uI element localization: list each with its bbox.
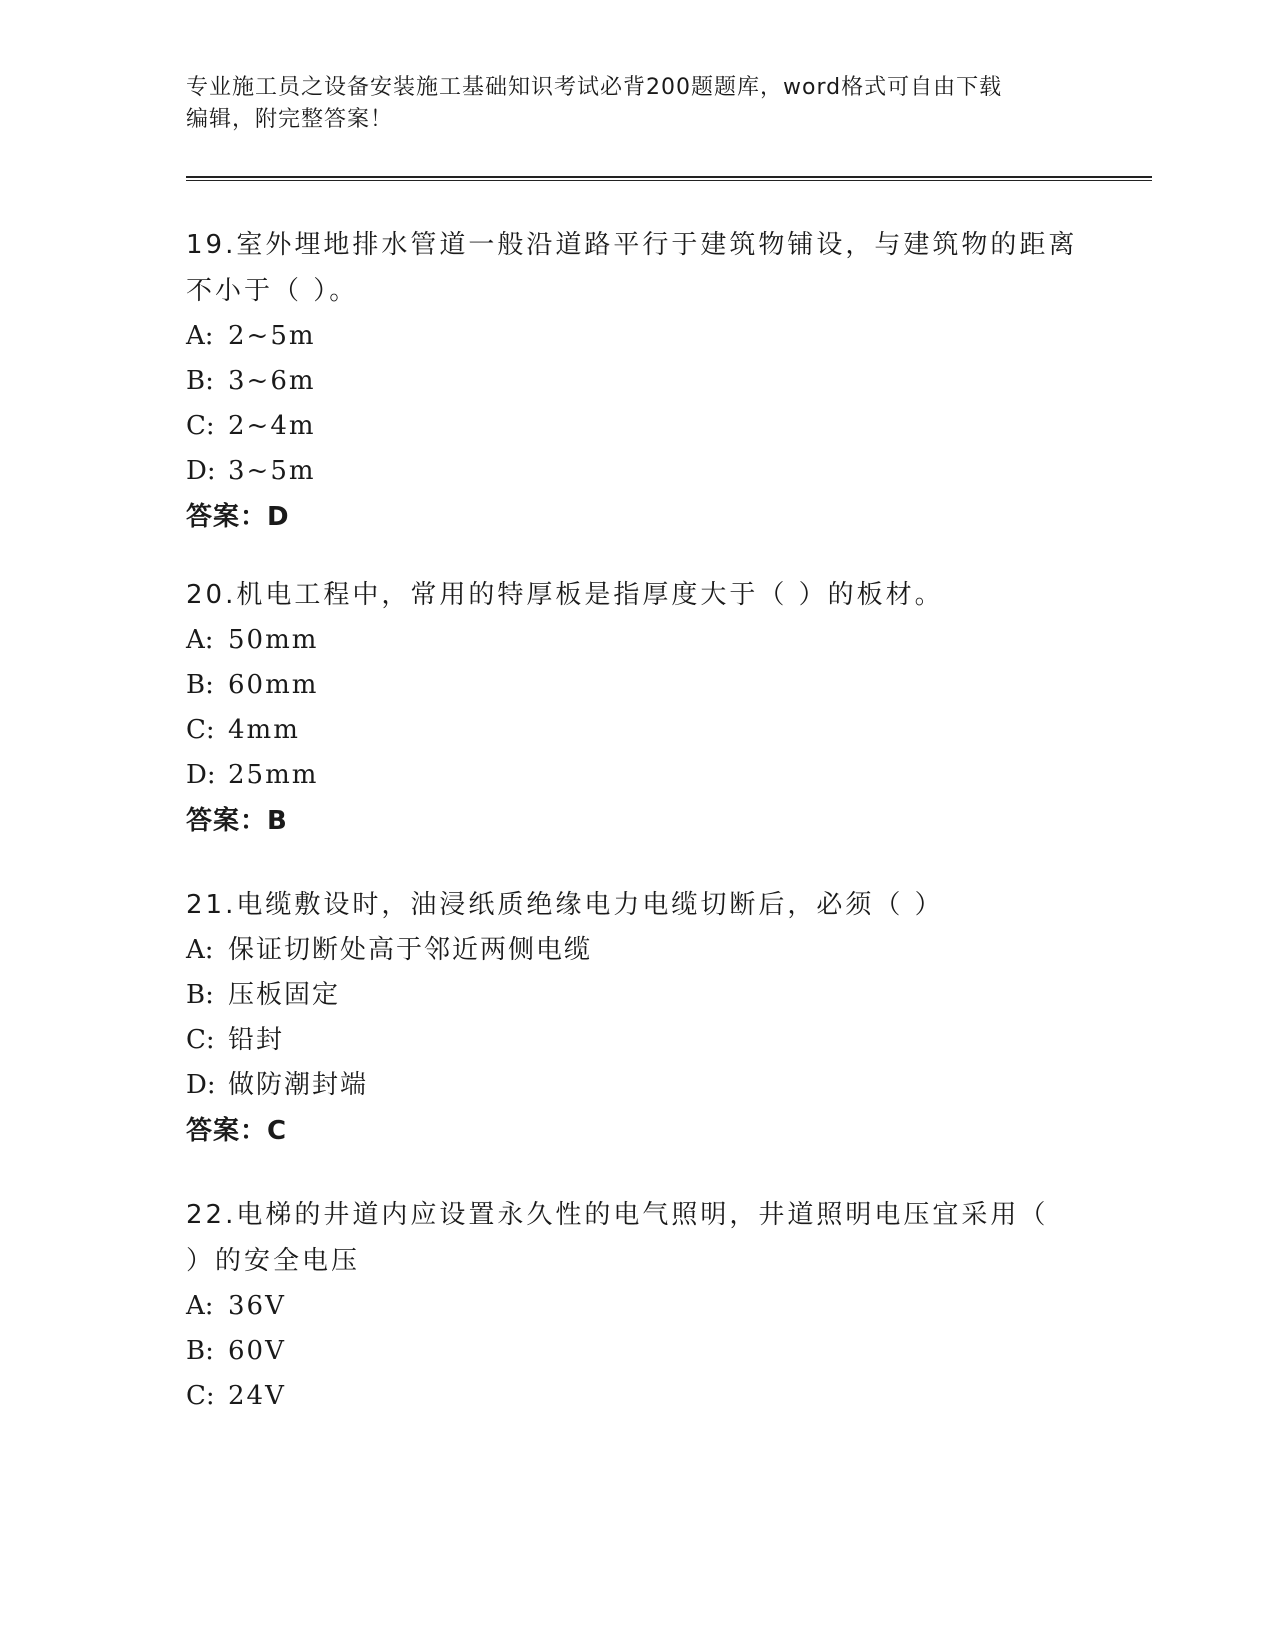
option-d xyxy=(186,753,1086,798)
option-text: 做防潮封端 xyxy=(228,1070,369,1100)
option-b xyxy=(186,359,1086,404)
option-a xyxy=(186,314,1086,359)
question-stem: 21.电缆敷设时，油浸纸质绝缘电力电缆切断后，必须（ ） xyxy=(186,890,944,920)
option-text: 3~6m xyxy=(228,366,316,396)
header-divider xyxy=(186,176,1152,181)
option-text: 24V xyxy=(228,1381,286,1411)
question-22 xyxy=(186,1192,1086,1419)
question-stem-continued: ）的安全电压 xyxy=(186,1246,361,1276)
option-key: C: xyxy=(186,411,215,441)
option-key: C: xyxy=(186,1381,215,1411)
option-d xyxy=(186,449,1086,494)
option-text: 3~5m xyxy=(228,456,316,486)
option-key: B: xyxy=(186,1336,214,1366)
header-line-2: 编辑，附完整答案！ xyxy=(186,107,394,132)
option-key: B: xyxy=(186,670,214,700)
option-text: 铅封 xyxy=(228,1025,285,1055)
option-c xyxy=(186,1018,1086,1063)
question-20 xyxy=(186,572,1086,844)
option-a xyxy=(186,618,1086,663)
question-21 xyxy=(186,882,1086,1154)
question-stem: 19.室外埋地排水管道一般沿道路平行于建筑物铺设，与建筑物的距离 xyxy=(186,230,1078,260)
option-key: D: xyxy=(186,1070,216,1100)
option-text: 25mm xyxy=(228,760,319,790)
option-d xyxy=(186,1063,1086,1108)
answer: 答案：C xyxy=(186,1116,288,1146)
option-c xyxy=(186,404,1086,449)
option-a xyxy=(186,1284,1086,1329)
question-stem: 20.机电工程中，常用的特厚板是指厚度大于（ ）的板材。 xyxy=(186,580,944,610)
option-key: D: xyxy=(186,760,216,790)
option-c xyxy=(186,708,1086,753)
option-b xyxy=(186,973,1086,1018)
document-header xyxy=(186,72,1086,136)
option-b xyxy=(186,663,1086,708)
header-line-1: 专业施工员之设备安装施工基础知识考试必背200题题库，word格式可自由下载 xyxy=(186,75,1003,100)
option-key: C: xyxy=(186,715,215,745)
option-key: C: xyxy=(186,1025,215,1055)
option-text: 2~5m xyxy=(228,321,316,351)
option-c xyxy=(186,1374,1086,1419)
option-key: A: xyxy=(186,935,214,965)
question-stem-continued: 不小于（ ）。 xyxy=(186,276,359,306)
option-text: 4mm xyxy=(228,715,300,745)
option-key: D: xyxy=(186,456,216,486)
option-key: A: xyxy=(186,625,214,655)
option-text: 60mm xyxy=(228,670,319,700)
option-text: 2~4m xyxy=(228,411,316,441)
option-key: B: xyxy=(186,366,214,396)
option-text: 50mm xyxy=(228,625,319,655)
option-key: A: xyxy=(186,1291,214,1321)
option-key: B: xyxy=(186,980,214,1010)
answer: 答案：B xyxy=(186,806,288,836)
option-text: 36V xyxy=(228,1291,286,1321)
answer: 答案：D xyxy=(186,502,290,532)
question-19 xyxy=(186,222,1086,540)
option-text: 60V xyxy=(228,1336,286,1366)
option-text: 保证切断处高于邻近两侧电缆 xyxy=(228,935,593,965)
option-text: 压板固定 xyxy=(228,980,341,1010)
option-key: A: xyxy=(186,321,214,351)
option-b xyxy=(186,1329,1086,1374)
question-stem: 22.电梯的井道内应设置永久性的电气照明，井道照明电压宜采用（ xyxy=(186,1200,1049,1230)
option-a xyxy=(186,928,1086,973)
